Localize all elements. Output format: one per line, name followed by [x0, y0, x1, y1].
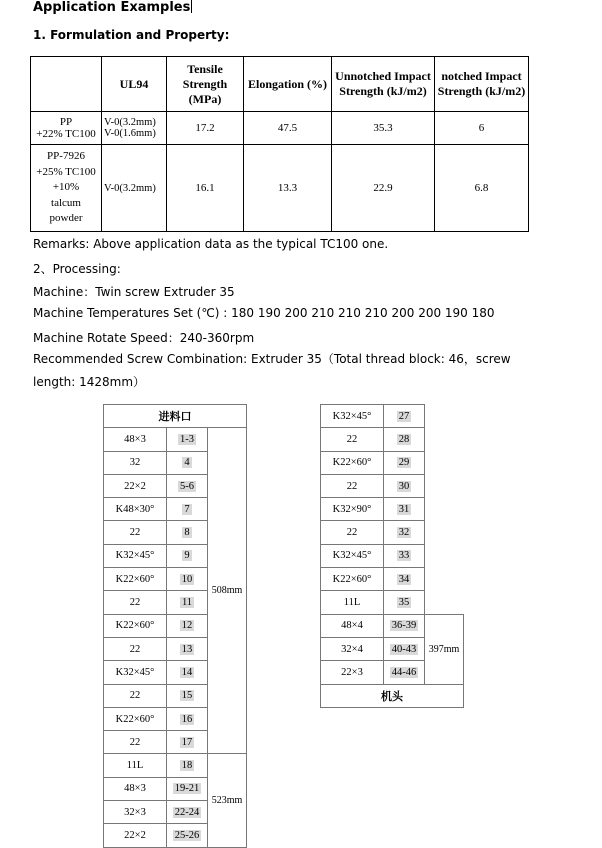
unnotched-cell: 22.9	[332, 145, 435, 232]
block-number-cell: 5-6	[167, 474, 208, 497]
temperature-text: Machine Temperatures Set (℃) : 180 190 200 210 210 210 200 200 190 180	[33, 306, 495, 320]
screw-table-left	[103, 404, 247, 848]
block-number-cell: 32	[384, 521, 425, 544]
segment-length-cell: 523mm	[208, 754, 247, 847]
feed-inlet-header: 进料口	[104, 405, 247, 428]
tensile-cell: 17.2	[167, 112, 244, 145]
table-row	[31, 145, 529, 232]
block-number-cell: 19-21	[167, 777, 208, 800]
block-number-cell: 15	[167, 684, 208, 707]
block-number-cell: 10	[167, 568, 208, 591]
screw-table-right	[320, 404, 464, 708]
block-number-cell: 35	[384, 591, 425, 614]
remarks-text: Remarks: Above application data as the typical TC100 one.	[33, 237, 389, 251]
screw-element-cell: 11L	[321, 591, 384, 614]
block-number-cell: 33	[384, 544, 425, 567]
screw-element-cell: 48×3	[104, 428, 167, 451]
block-number-cell: 14	[167, 661, 208, 684]
screw-element-cell: 22	[104, 591, 167, 614]
screw-element-cell: K22×60°	[104, 707, 167, 730]
section-heading-processing: 2、Processing:	[33, 262, 121, 276]
screw-element-cell: 22	[104, 637, 167, 660]
screw-length-text: length: 1428mm）	[33, 375, 146, 389]
sample-name-cell: PP +22% TC100	[31, 112, 102, 145]
machine-text: Machine：Twin screw Extruder 35	[33, 285, 235, 299]
ul94-cell: V-0(3.2mm)	[102, 145, 167, 232]
screw-element-cell: K22×60°	[104, 614, 167, 637]
screw-element-cell: K32×45°	[321, 405, 384, 428]
screw-combination-text: Recommended Screw Combination: Extruder 35（Total thread block: 46，screw	[33, 352, 511, 366]
header-cell: notched Impact Strength (kJ/m2)	[435, 57, 529, 112]
elongation-cell: 47.5	[244, 112, 332, 145]
screw-element-cell: K32×45°	[104, 661, 167, 684]
block-number-cell: 31	[384, 498, 425, 521]
screw-element-cell: K22×60°	[104, 568, 167, 591]
block-number-cell: 9	[167, 544, 208, 567]
die-head-footer: 机头	[321, 684, 464, 707]
header-cell: Tensile Strength (MPa)	[167, 57, 244, 112]
rotate-speed-text: Machine Rotate Speed：240-360rpm	[33, 331, 255, 345]
screw-element-cell: 22	[104, 731, 167, 754]
header-cell: Elongation (%)	[244, 57, 332, 112]
screw-element-cell: K22×60°	[321, 568, 384, 591]
segment-length-cell: 397mm	[425, 614, 464, 684]
formulation-table	[30, 56, 529, 232]
block-number-cell: 11	[167, 591, 208, 614]
block-number-cell: 34	[384, 568, 425, 591]
screw-element-cell: 22	[321, 474, 384, 497]
notched-cell: 6	[435, 112, 529, 145]
unnotched-cell: 35.3	[332, 112, 435, 145]
screw-row	[321, 405, 464, 428]
screw-element-cell: 22×2	[104, 824, 167, 847]
screw-row	[104, 428, 247, 451]
screw-element-cell: 22×3	[321, 661, 384, 684]
block-number-cell: 17	[167, 731, 208, 754]
sample-name-cell: PP-7926 +25% TC100 +10% talcum powder	[31, 145, 102, 232]
tensile-cell: 16.1	[167, 145, 244, 232]
screw-element-cell: K32×45°	[104, 544, 167, 567]
screw-element-cell: 22	[321, 521, 384, 544]
ul94-cell: V-0(3.2mm) V-0(1.6mm)	[102, 112, 167, 145]
block-number-cell: 12	[167, 614, 208, 637]
screw-element-cell: K32×90°	[321, 498, 384, 521]
block-number-cell: 1-3	[167, 428, 208, 451]
screw-element-cell: 32×3	[104, 801, 167, 824]
segment-length-cell: 508mm	[208, 428, 247, 754]
block-number-cell: 30	[384, 474, 425, 497]
screw-element-cell: 22×2	[104, 474, 167, 497]
section-heading-formulation: 1. Formulation and Property:	[33, 28, 230, 42]
block-number-cell: 29	[384, 451, 425, 474]
block-number-cell: 4	[167, 451, 208, 474]
header-cell: UL94	[102, 57, 167, 112]
screw-element-cell: 11L	[104, 754, 167, 777]
block-number-cell: 16	[167, 707, 208, 730]
block-number-cell: 44-46	[384, 661, 425, 684]
screw-element-cell: 32×4	[321, 637, 384, 660]
screw-element-cell: 22	[104, 684, 167, 707]
screw-element-cell: K48×30°	[104, 498, 167, 521]
text-cursor	[191, 0, 192, 13]
elongation-cell: 13.3	[244, 145, 332, 232]
block-number-cell: 27	[384, 405, 425, 428]
screw-row	[104, 754, 247, 777]
empty-length-cell	[425, 405, 464, 615]
screw-element-cell: K32×45°	[321, 544, 384, 567]
block-number-cell: 40-43	[384, 637, 425, 660]
table-header-row	[31, 57, 529, 112]
page-title: Application Examples	[33, 0, 191, 15]
screw-element-cell: 48×4	[321, 614, 384, 637]
screw-element-cell: K22×60°	[321, 451, 384, 474]
screw-element-cell: 22	[104, 521, 167, 544]
notched-cell: 6.8	[435, 145, 529, 232]
block-number-cell: 18	[167, 754, 208, 777]
screw-row	[321, 614, 464, 637]
block-number-cell: 22-24	[167, 801, 208, 824]
header-cell: Unnotched Impact Strength (kJ/m2)	[332, 57, 435, 112]
block-number-cell: 25-26	[167, 824, 208, 847]
block-number-cell: 7	[167, 498, 208, 521]
screw-element-cell: 32	[104, 451, 167, 474]
screw-element-cell: 22	[321, 428, 384, 451]
block-number-cell: 8	[167, 521, 208, 544]
block-number-cell: 36-39	[384, 614, 425, 637]
block-number-cell: 13	[167, 637, 208, 660]
header-cell	[31, 57, 102, 112]
block-number-cell: 28	[384, 428, 425, 451]
table-row	[31, 112, 529, 145]
screw-element-cell: 48×3	[104, 777, 167, 800]
